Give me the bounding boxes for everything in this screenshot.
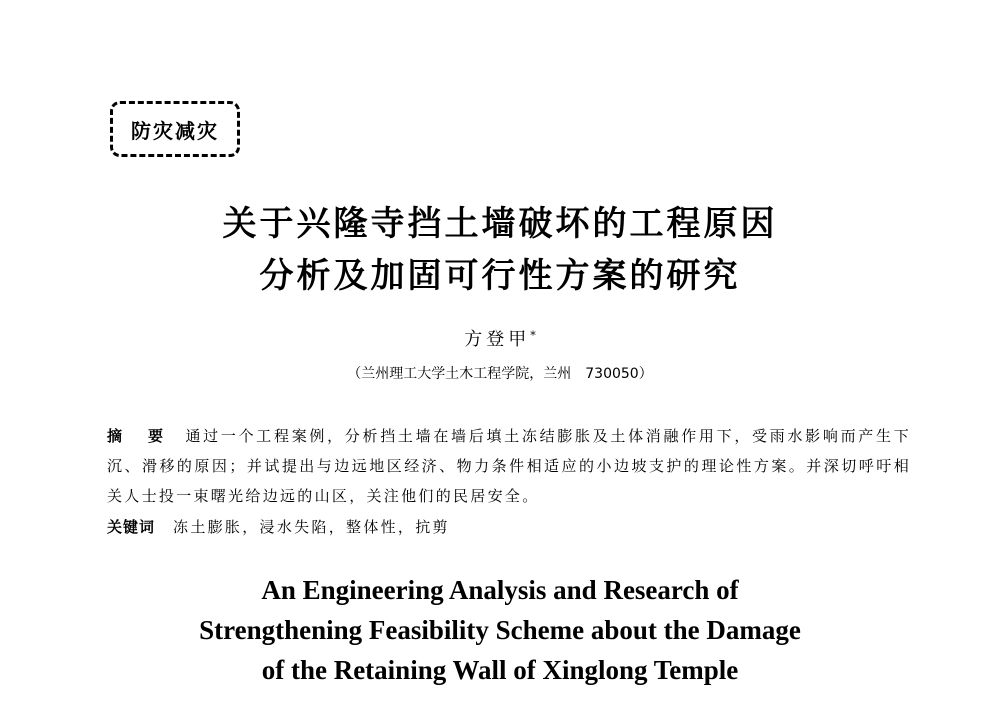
keywords bbox=[107, 512, 450, 542]
english-title-line-3: of the Retaining Wall of Xinglong Temple bbox=[261, 655, 739, 685]
chinese-title-line-2: 分析及加固可行性方案的研究 bbox=[259, 256, 741, 296]
abstract-text: 通过一个工程案例，分析挡土墙在墙后填土冻结膨胀及土体消融作用下，受雨水影响而产生下沉、滑移的原因；并试提出与边远地区经济、物力条件相适应的小边坡支护的理论性方案。并深切呼吁相关人士投一束曙光给边远的山区，关注他们的民居安全。 bbox=[107, 427, 911, 505]
english-title-line-1: An Engineering Analysis and Research of bbox=[261, 575, 739, 605]
author-name: 方登甲 bbox=[464, 329, 531, 350]
english-title-line-2: Strengthening Feasibility Scheme about the Damage bbox=[199, 615, 801, 645]
author-footnote-mark: * bbox=[530, 329, 536, 342]
keywords-label: 关键词 bbox=[107, 518, 156, 536]
abstract-label: 摘 要 bbox=[107, 427, 174, 445]
keywords-text: 冻土膨胀，浸水失陷，整体性，抗剪 bbox=[173, 518, 450, 536]
author bbox=[0, 325, 1000, 351]
chinese-title-line-1: 关于兴隆寺挡土墙破坏的工程原因 bbox=[222, 204, 778, 244]
affiliation: （兰州理工大学土木工程学院，兰州 730050） bbox=[347, 366, 653, 382]
abstract bbox=[107, 421, 911, 511]
column-badge: 防灾减灾 bbox=[110, 101, 240, 157]
